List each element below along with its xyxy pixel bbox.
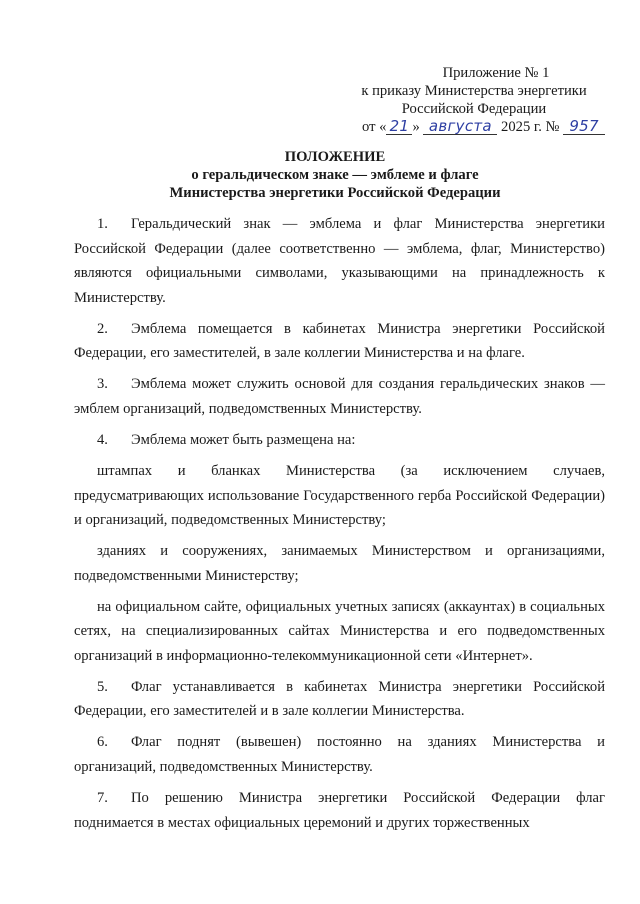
handwritten-day: 21 — [386, 119, 412, 135]
item-number: 1. — [97, 216, 108, 232]
title-line-3: Министерства энергетики Российской Федерации — [169, 185, 501, 201]
paragraph-item-6 — [74, 730, 605, 779]
document-title — [80, 148, 590, 202]
item-text: По решению Министра энергетики Российской Федерации флаг поднимается в местах официальных церемоний и других торжественных — [74, 789, 605, 831]
paragraph-item-5 — [74, 675, 605, 724]
item-number: 4. — [97, 431, 108, 448]
item-number: 7. — [97, 789, 108, 806]
item-number: 5. — [97, 678, 108, 695]
paragraph-item-3 — [74, 372, 605, 421]
appendix-order-ref: к приказу Министерства энергетики — [361, 83, 587, 99]
paragraph-item-1 — [74, 212, 605, 310]
order-date-line — [352, 117, 599, 136]
item-text: Эмблема может быть размещена на: — [131, 431, 356, 448]
paragraph-subitem-3: на официальном сайте, официальных учетных записях (аккаунтах) в социальных сетях, на специализированных сайтах Министерства и его подведомственных организаций в информационно-телекоммуникационной сети «Интернет». — [74, 598, 605, 664]
paragraph-subitem-2: зданиях и сооружениях, занимаемых Министерством и организациями, подведомственными Министерству; — [74, 543, 605, 584]
item-number: 2. — [97, 320, 108, 337]
paragraph-item-2 — [74, 317, 605, 366]
appendix-title: Приложение № 1 — [442, 65, 550, 81]
item-text: Геральдический знак — эмблема и флаг Министерства энергетики Российской Федерации (далее соответственно — эмблема, флаг, Министерство) являются официальными символами, указывающими на принадлежность к Министерству. — [74, 216, 605, 306]
paragraph-item-4 — [74, 428, 605, 453]
document-body — [74, 212, 605, 842]
handwritten-month: августа — [423, 119, 497, 135]
item-text: Флаг поднят (вывешен) постоянно на зданиях Министерства и организаций, подведомственных Министерству. — [74, 734, 605, 775]
item-text: Эмблема может служить основой для создания геральдических знаков — эмблем организаций, подведомственных Министерству. — [74, 376, 605, 417]
paragraph-subitem-1: штампах и бланках Министерства (за исключением случаев, предусматривающих использование Государственного герба Российской Федерации) и организаций, подведомственных Министерству; — [74, 462, 605, 529]
quote-close: » — [412, 119, 420, 135]
item-number: 3. — [97, 376, 108, 393]
year-and-number-label: 2025 г. № — [501, 119, 560, 135]
appendix-header — [352, 64, 599, 136]
title-line-2: о геральдическом знаке — эмблеме и флаге — [191, 167, 479, 183]
date-prefix: от « — [362, 119, 387, 135]
handwritten-order-number: 957 — [563, 119, 605, 135]
item-text: Эмблема помещается в кабинетах Министра энергетики Российской Федерации, его заместителей, в зале коллегии Министерства и на флаге. — [74, 320, 605, 362]
title-line-1: ПОЛОЖЕНИЕ — [284, 149, 386, 165]
item-text: Флаг устанавливается в кабинетах Министра энергетики Российской Федерации, его заместителей и в зале коллегии Министерства. — [74, 678, 605, 720]
appendix-federation: Российской Федерации — [401, 101, 547, 117]
paragraph-item-7 — [74, 786, 605, 835]
item-number: 6. — [97, 734, 108, 751]
